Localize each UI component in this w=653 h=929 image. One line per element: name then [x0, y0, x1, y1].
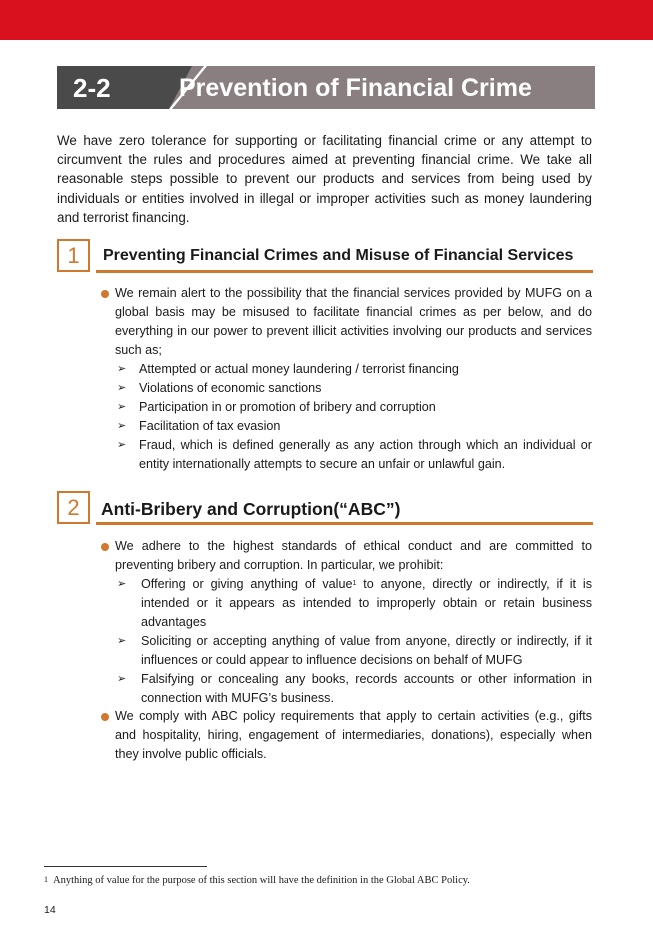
section-1-item: Facilitation of tax evasion — [139, 419, 281, 433]
section-2-bullet-dot — [101, 713, 109, 721]
section-1-bullet-dot — [101, 290, 109, 298]
footnote — [44, 875, 470, 886]
section-1-item: Fraud, which is defined generally as any action through which an individual or entity internationally attempts to secure an unfair or unlawful gain. — [139, 438, 592, 471]
footnote-ref: 1 — [352, 580, 357, 587]
section-1-bullet-text: We remain alert to the possibility that the financial services provided by MUFG on a global basis may be misused to facilitate financial crimes as per below, and do everything in our power to prevent illicit activities involving our products and services such as; — [115, 286, 592, 357]
section-2-bullet-1-text: We adhere to the highest standards of ethical conduct and are committed to preventing bribery and corruption. In particular, we prohibit: — [115, 539, 592, 572]
section-2-bullet-dot — [101, 543, 109, 551]
section-2-number-box: 2 — [57, 491, 90, 524]
arrow-bullet-icon: ➢ — [117, 673, 127, 685]
section-1-underline — [96, 270, 593, 273]
section-2-item: Soliciting or accepting anything of value from anyone, directly or indirectly, if it influences or could appear to influence decisions on behalf of MUFG — [141, 634, 592, 667]
section-number: 2-2 — [73, 73, 111, 103]
arrow-bullet-icon: ➢ — [117, 635, 127, 647]
section-2-underline — [96, 522, 593, 525]
arrow-bullet-icon: ➢ — [117, 401, 127, 413]
arrow-bullet-icon: ➢ — [117, 420, 127, 432]
footnote-text: Anything of value for the purpose of this section will have the definition in the Global ABC Policy. — [53, 875, 470, 886]
page-title: Prevention of Financial Crime — [179, 74, 532, 102]
section-1-item: Attempted or actual money laundering / terrorist financing — [139, 362, 459, 376]
section-1-item: Participation in or promotion of bribery and corruption — [139, 400, 436, 414]
footnote-divider — [44, 866, 207, 867]
intro-paragraph: We have zero tolerance for supporting or facilitating financial crime or any attempt to circumvent the rules and procedures aimed at preventing financial crime. We take all reasonable steps possible to prevent our products and services from being used by individuals or entities involved in illegal or improper activities such as money laundering and terrorist financing. — [57, 133, 592, 225]
section-2-item-1: Offering or giving anything of value$^1$ to anyone, directly or indirectly, if it is intended or it appears as intended to improperly obtain or retain business advantages — [141, 577, 592, 629]
section-2-bullet-2-text: We comply with ABC policy requirements that apply to certain activities (e.g., gifts and hospitality, hiring, engagement of intermediaries, donations), especially when they involve public officials. — [115, 709, 592, 761]
section-title-banner — [57, 66, 595, 109]
arrow-bullet-icon: ➢ — [117, 439, 127, 451]
section-2-title: Anti-Bribery and Corruption(“ABC”) — [101, 499, 401, 519]
section-2-item: Falsifying or concealing any books, records accounts or other information in connection with MUFG’s business. — [141, 672, 592, 705]
arrow-bullet-icon: ➢ — [117, 382, 127, 394]
section-1-item: Violations of economic sanctions — [139, 381, 322, 395]
page-number: 14 — [44, 904, 56, 916]
arrow-bullet-icon: ➢ — [117, 363, 127, 375]
top-red-bar — [0, 0, 653, 40]
section-1-title: Preventing Financial Crimes and Misuse of Financial Services — [103, 247, 574, 264]
footnote-number: 1 — [44, 875, 48, 884]
section-1-number-box: 1 — [57, 239, 90, 272]
arrow-bullet-icon: ➢ — [117, 578, 127, 590]
